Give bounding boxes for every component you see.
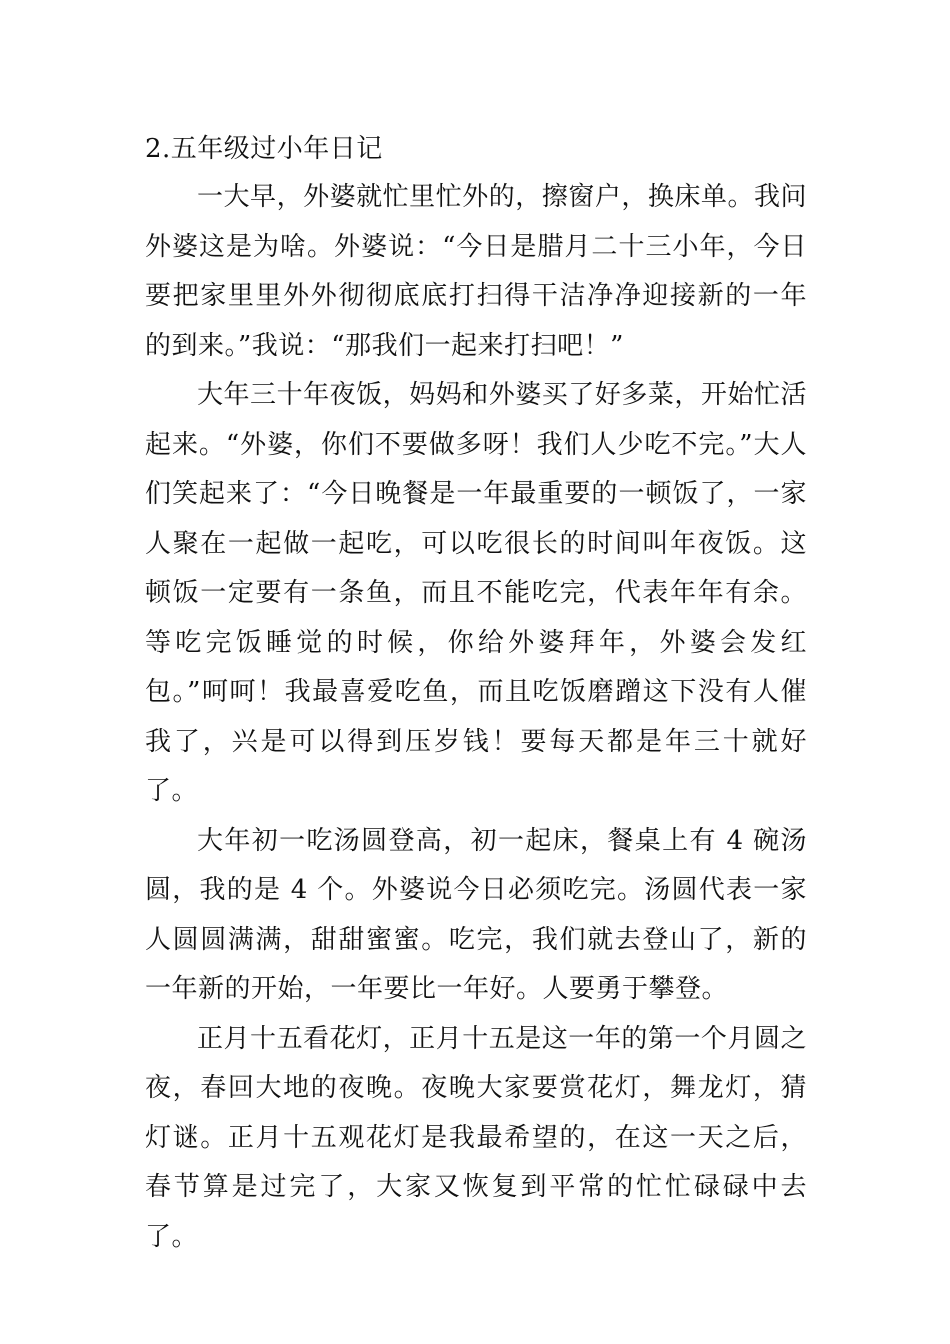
paragraph-lantern-festival: 正月十五看花灯，正月十五是这一年的第一个月圆之夜，春回大地的夜晚。夜晚大家要赏花灯，舞龙灯，猜灯谜。正月十五观花灯是我最希望的，在这一天之后，春节算是过完了，大家又恢复到平常的忙忙碌碌中去了。 xyxy=(145,1023,807,1252)
document-body xyxy=(145,125,807,1262)
paragraph-new-years-eve: 大年三十年夜饭，妈妈和外婆买了好多菜，开始忙活起来。“外婆，你们不要做多呀！我们人少吃不完。”大人们笑起来了：“今日晚餐是一年最重要的一顿饭了，一家人聚在一起做一起吃，可以吃很长的时间叫年夜饭。这顿饭一定要有一条鱼，而且不能吃完，代表年年有余。等吃完饭睡觉的时候，你给外婆拜年，外婆会发红包。”呵呵！我最喜爱吃鱼，而且吃饭磨蹭这下没有人催我了，兴是可以得到压岁钱！要每天都是年三十就好了。 xyxy=(145,380,807,806)
document-title: 2.五年级过小年日记 xyxy=(145,134,383,164)
paragraph-xiaonian: 一大早，外婆就忙里忙外的，擦窗户，换床单。我问外婆这是为啥。外婆说：“今日是腊月二十三小年，今日要把家里里外外彻彻底底打扫得干洁净净迎接新的一年的到来。”我说：“那我们一起来打扫吧！” xyxy=(145,182,807,361)
paragraph-first-day: 大年初一吃汤圆登高，初一起床，餐桌上有 4 碗汤圆，我的是 4 个。外婆说今日必须吃完。汤圆代表一家人圆圆满满，甜甜蜜蜜。吃完，我们就去登山了，新的一年新的开始，一年要比一年好。人要勇于攀登。 xyxy=(145,825,807,1004)
